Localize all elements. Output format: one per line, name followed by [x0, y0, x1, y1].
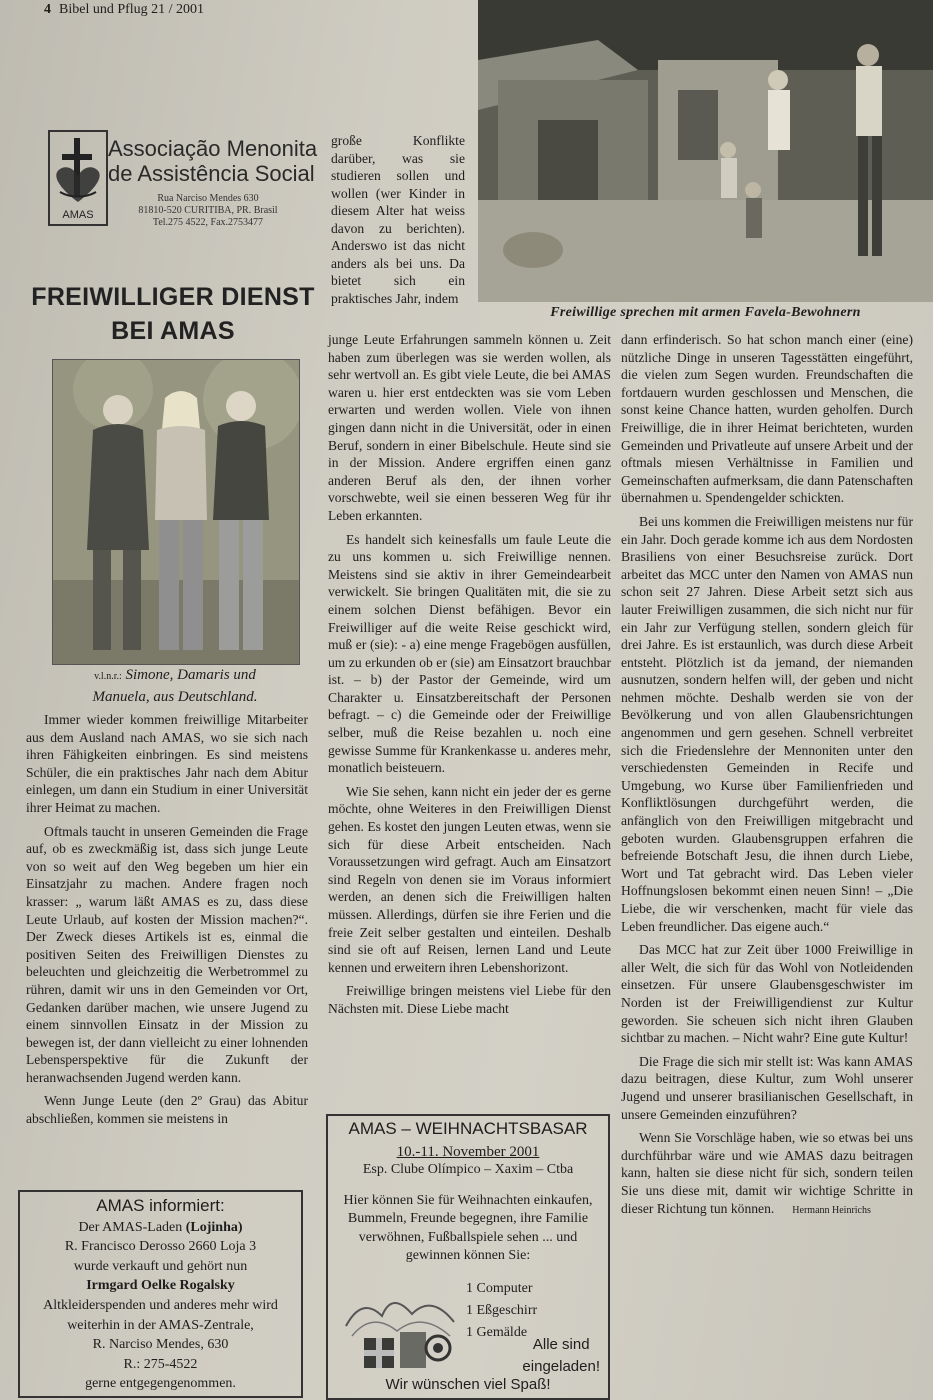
- page-number: 4: [44, 2, 51, 17]
- invite-line2: eingeladen!: [522, 1358, 600, 1375]
- headline-line1: FREIWILLIGER DIENST: [31, 283, 315, 311]
- volunteers-photo: [52, 359, 300, 665]
- article-headline: [28, 280, 318, 348]
- info-line1-bold: (Lojinha): [185, 1219, 243, 1235]
- bazaar-wish: Wir wünschen viel Spaß!: [385, 1375, 551, 1393]
- col3-paragraph-3: Das MCC hat zur Zeit über 1000 Freiwillige in aller Welt, die sich für das Wohl von Notleidenden einsetzen. Für unsere Glaubensgeschwister im Norden ist der Freiwilligendienst zur Kultur geworden. Sie scheuen sich nicht ihren Glauben sichtbar zu machen. – Nicht wahr? Eine gute Kultur!: [621, 942, 913, 1046]
- article-column-3: [621, 331, 913, 1219]
- info-line4: Irmgard Oelke Rogalsky: [86, 1278, 235, 1294]
- caption-line1: Simone, Damaris und: [125, 667, 256, 683]
- col3-paragraph-5: Wenn Sie Vorschläge haben, wie so etwas bei uns durchführbar wäre und wie AMAS dazu beitragen kann, halten sie diese nicht für sich, sondern teilen Sie uns diese mit, damit wir wichtige Schritte in dieser Richtung tun können.: [621, 1130, 913, 1216]
- address-line2: 81810-520 CURITIBA, PR. Brasil: [138, 205, 278, 216]
- bazaar-description: Hier können Sie für Weihnachten einkaufen, Bummeln, Freunde begegnen, ihre Familie verwöhnen, Fußballspiele sehen ... und gewinnen können Sie:: [343, 1192, 593, 1263]
- favela-scene-photo-icon: [478, 0, 933, 302]
- info-line5: Altkleiderspenden und anderes mehr wird: [43, 1297, 278, 1313]
- amas-logo: [48, 130, 108, 226]
- col1-paragraph-1: Immer wieder kommen freiwillige Mitarbeiter aus dem Ausland nach AMAS, wo sie sich nach ihren Fähigkeiten einbringen. Es sind meistens Schüler, die ein praktisches Jahr nach dem Abitur einlegen, um dann ein Studium in einer Universität ihrer Heimat zu machen.: [26, 712, 308, 815]
- col1-paragraph-3: Wenn Junge Leute (den 2º Grau) das Abitur abschließen, kommen sie meistens in: [26, 1093, 308, 1127]
- bazaar-invite: [522, 1334, 600, 1378]
- org-address: [108, 193, 308, 229]
- article-column-1: [26, 711, 308, 1128]
- prize-1: 1 Computer: [466, 1281, 533, 1296]
- article-column-2-top: [331, 132, 465, 307]
- caption-line2: Manuela, aus Deutschland.: [92, 689, 258, 705]
- org-name-line1: Associação Menonita: [108, 136, 318, 161]
- bazaar-title: AMAS – WEIHNACHTSBASAR: [348, 1119, 588, 1138]
- three-women-photo-icon: [53, 360, 299, 664]
- info-line1: Der AMAS-Laden: [78, 1219, 186, 1235]
- info-line8: R.: 275-4522: [123, 1356, 198, 1372]
- info-line2: R. Francisco Derosso 2660 Loja 3: [64, 1239, 257, 1255]
- svg-text:AMAS: AMAS: [62, 209, 94, 221]
- publication-name: Bibel und Pflug 21 / 2001: [59, 2, 205, 17]
- col2-paragraph-1-cont: junge Leute Erfahrungen sammeln können u. Zeit haben zum überlegen was sie werden wollen, als sehr wertvoll an. Es gibt viele Leute, die bei AMAS waren u. hier erst entdeckten was sie vom Leben erwarten und werden wollen. Viele von ihnen gingen dann nicht in die Universität, oder in einen Beruf, sondern in einer Bibelschule. Heute sind sie in der Mission. Andere ergriffen einen ganz anderen Beruf als den, der ihnen vorher vorschwebte, weil sie einen besseren Weg für ihr Leben erkannten.: [328, 332, 611, 523]
- cross-heart-logo-icon: [50, 132, 106, 224]
- col3-paragraph-1: dann erfinderisch. So hat schon manch einer (eine) nützliche Dinge in unseren Tagesstätten eingeführt, die vielen zum Segen wurden. Freundschaften die fortdauern wurden geschlossen und Menschen, die sonst keine Chance hatten, wurden geholfen. Durch Freiwillige, die in ihrer Heimat berichteten, wurden Gemeinden und Privatleute auf unsere Arbeit und der oftmals miesen Verhältnisse in Familien und Gemeinschaften aufmerksam, die dann Patenschaften übernahmen u. Spendengelder schickten.: [621, 332, 913, 506]
- author-signature: Hermann Heinrichs: [792, 1204, 871, 1216]
- bazaar-date: 10.-11. November 2001: [396, 1143, 540, 1160]
- org-name: [108, 136, 317, 186]
- photo2-caption: Freiwillige sprechen mit armen Favela-Bewohnern: [550, 305, 861, 320]
- headline-line2: BEI AMAS: [111, 317, 235, 345]
- christmas-gift-icon: [342, 1286, 460, 1376]
- invite-line1: Alle sind: [532, 1336, 590, 1353]
- amas-info-box: [18, 1190, 303, 1398]
- col2-paragraph-2: Es handelt sich keinesfalls um faule Leute die zu uns kommen u. sich Freiwillige nennen. Meistens sind sie aktiv in ihrer Gemeindearbeit verwickelt. Sie bringen Qualitäten mit, die sie zu einem solchen Dienst befähigen. Bevor ein Freiwilliger auf die weite Reise geschickt wird, muß er (sie): - a) eine menge Fragebögen ausfüllen, um zu erkunden ob er (sie) am Einsatzort brauchbar ist. – b) der Pastor der Gemeinde, wird um Charakter u. Einsatzbereitschaft der Personen befragt. – c) die Gemeinde oder der Freiwillige selber, muß die Reise bezahlen u. noch eine gewisse Summe für Krankenkasse u. anderes mehr, monatlich beisteuern.: [328, 531, 611, 776]
- col2-paragraph-3: Wie Sie sehen, kann nicht ein jeder der es gerne möchte, ohne Weiteres in den Freiwilligen Dienst gehen. Es kostet den jungen Leuten etwas, wenn sie sich für diese Arbeit entscheiden. Nach Voraussetzungen wird gefragt. Auch am Einsatzort sind Regeln von denen sie im Voraus informiert werden, an denen sich die Freiwilligen halten müssen. Allerdings, dürfen sie ihre Ferien und die freie Zeit selber gestalten und einteilen. Deshalb sind sie oft auf Reisen, lernen Land und Leute kennen und erweitern ihren Lebenshorizont.: [328, 783, 611, 975]
- article-column-2: [328, 331, 611, 1018]
- prize-3: 1 Gemälde: [466, 1325, 528, 1340]
- org-name-line2: de Assistência Social: [108, 161, 315, 186]
- caption-prefix: v.l.n.r.:: [94, 671, 122, 682]
- photo1-caption: [52, 665, 298, 707]
- info-box-title: AMAS informiert:: [96, 1196, 225, 1215]
- christmas-bazaar-box: [326, 1114, 610, 1400]
- address-line1: Rua Narciso Mendes 630: [157, 193, 259, 204]
- col2-paragraph-4: Freiwillige bringen meistens viel Liebe für den Nächsten mit. Diese Liebe macht: [328, 983, 611, 1016]
- info-line3: wurde verkauft und gehört nun: [73, 1258, 248, 1274]
- page-header: [44, 2, 204, 18]
- col3-paragraph-2: Bei uns kommen die Freiwilligen meistens nur für ein Jahr. Doch gerade komme ich aus dem Nordosten Brasiliens von einer Besuchsreise zurück. Dort arbeitet das MCC unter den Namen von AMAS nun schon seit 27 Jahren. Diese Arbeit setzt sich aus lauter Freiwilligen zusammen, die sich nicht nur für ein Jahr zur Verfügung stellen, sondern gleich für drei Jahre. Es ist erstaunlich, was durch diese Arbeit entsteht. Plötzlich ist da jemand, der niemanden ausnutzen, sondern helfen will, der geben und nicht nehmen möchte. Deshalb werden sie von der Bevölkerung und von allen Glaubensrichtungen angenommen und gern gesehen. Schnell verbreitet sich die Friedenslehre der Mennoniten unter den verschiedensten Gemeinden in Recife und Umgebung, wo Kurse über Familienfrieden und Konfliktlösungen durchgeführt werden, die anfänglich von den Freiwilligen mitgebracht und geboten wurden. Glaubensgruppen erfahren die befreiende Botschaft Jesu, die ihnen durch Liebe, Wort und Tat gebracht wird. Das Leben vieler Hoffnungslosen bekommt einen neuen Sinn! – „Die Liebe, die wir verschenken, macht für viele das Leben freundlicher. Das eigene auch.“: [621, 513, 913, 934]
- info-line6: weiterhin in der AMAS-Zentrale,: [67, 1317, 254, 1333]
- address-line3: Tel.275 4522, Fax.2753477: [152, 217, 264, 228]
- info-line9: gerne entgegengenommen.: [85, 1376, 236, 1392]
- col3-paragraph-4: Die Frage die sich mir stellt ist: Was kann AMAS dazu beitragen, diese Kultur, zum Wohl unserer Jugend und unserer brasilianischen Gesellschaft, in unsere Gemeinden einzuführen?: [621, 1053, 913, 1122]
- favela-photo: [478, 0, 933, 302]
- col2-paragraph-1: große Konflikte darüber, was sie studieren sollen und wollen (wer Kinder in diesem Alter hat weiss davon zu berichten). Anderswo ist das nicht anders als bei uns. Da bietet sich ein praktisches Jahr, indem: [331, 133, 465, 306]
- prize-2: 1 Eßgeschirr: [466, 1303, 538, 1318]
- bazaar-place: Esp. Clube Olímpico – Xaxim – Ctba: [362, 1162, 574, 1177]
- col1-paragraph-2: Oftmals taucht in unseren Gemeinden die Frage auf, ob es zweckmäßig ist, dass sich junge Leute von so weit auf den Weg begeben um hier ein Einsatzjahr zu machen. Andere fragen noch krasser: „ warum läßt AMAS es zu, dass diese Leute Urlaub, auf kosten der Mission machen?“. Der Zweck dieses Artikels ist es, einmal die positiven Seiten des Freiwilligen Dienstes zu beleuchten und gleichzeitig die Werbetrommel zu rühren, damit wir uns in den Gemeinden vor Ort, Gedanken darüber machen, wie unsere Jugend zu einem sinnvollen Einsatz in der Mission zu bewegen ist, der dann vielleicht zu einer lohnenden Lebensperspektive für die Zukunft der heranwachsenden Jugend werden kann.: [26, 823, 308, 1085]
- info-line7: R. Narciso Mendes, 630: [92, 1337, 229, 1353]
